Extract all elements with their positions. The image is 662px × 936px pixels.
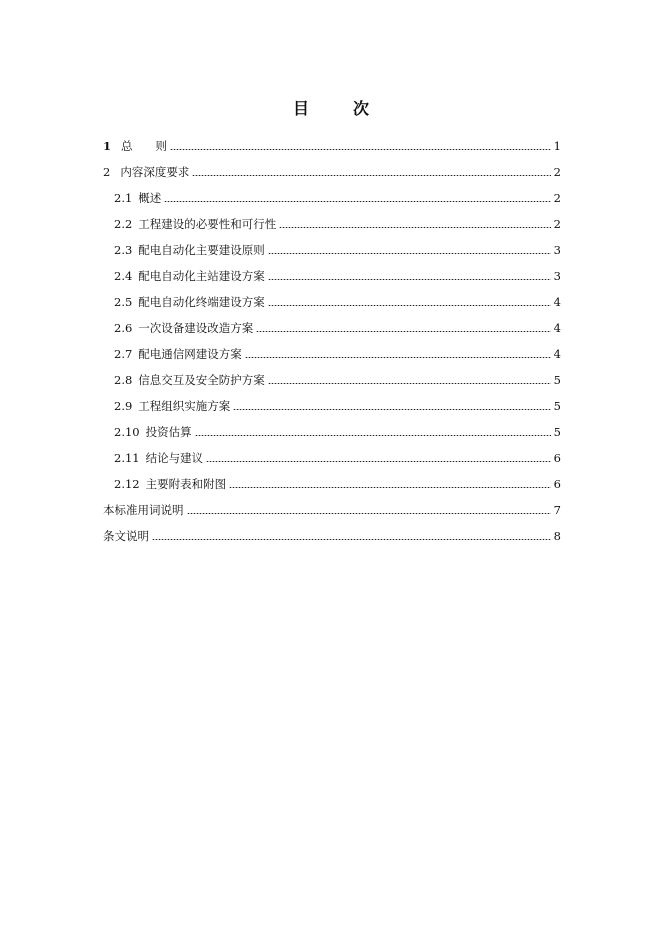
toc-entry-page: 4 [553, 347, 561, 361]
dot-leader [195, 435, 551, 436]
toc-entry-page: 5 [553, 399, 561, 413]
dot-leader [152, 539, 551, 540]
toc-entry-number: 2.11 [114, 451, 140, 465]
toc-entry-number: 2.5 [114, 295, 133, 309]
toc-entry-page: 2 [553, 217, 561, 231]
toc-entry-number: 2.8 [114, 373, 133, 387]
toc-entry[interactable] [114, 268, 561, 284]
toc-entry-page: 6 [553, 477, 561, 491]
toc-entry-title: 配电通信网建设方案 [138, 347, 242, 361]
dot-leader [192, 175, 550, 176]
toc-entry-title: 一次设备建设改造方案 [138, 321, 254, 335]
toc-entry[interactable] [103, 502, 561, 518]
toc-entry-page: 2 [553, 191, 561, 205]
toc-entry-page: 1 [553, 139, 561, 153]
toc-entry-page: 5 [553, 425, 561, 439]
toc-entry-title: 投资估算 [145, 425, 192, 439]
toc-entry-page: 6 [553, 451, 561, 465]
toc-entry-title: 条文说明 [103, 529, 149, 543]
dot-leader [268, 383, 551, 384]
toc-entry-page: 3 [553, 269, 561, 283]
toc-entry-number: 2.4 [114, 269, 133, 283]
toc-entry-number: 2 [103, 165, 111, 179]
dot-leader [256, 331, 550, 332]
toc-entry-number: 2.2 [114, 217, 133, 231]
toc-entry-page: 3 [553, 243, 561, 257]
toc-entry[interactable] [103, 138, 561, 154]
toc-entry-number: 2.1 [114, 191, 133, 205]
toc-entry-number: 2.7 [114, 347, 133, 361]
toc-entry-page: 8 [553, 529, 561, 543]
toc-entry[interactable] [114, 294, 561, 310]
toc-title: 目 次 [292, 99, 383, 118]
dot-leader [170, 149, 551, 150]
toc-entry-title: 配电自动化主站建设方案 [138, 269, 265, 283]
toc-entry[interactable] [114, 320, 561, 336]
toc-entry-page: 4 [553, 295, 561, 309]
toc-entry-title: 配电自动化终端建设方案 [138, 295, 265, 309]
toc-entry-title: 工程组织实施方案 [138, 399, 231, 413]
dot-leader [279, 227, 550, 228]
toc-entry[interactable] [103, 528, 561, 544]
toc-entry-number: 2.6 [114, 321, 133, 335]
toc-entry-page: 5 [553, 373, 561, 387]
toc-entry-number: 2.3 [114, 243, 133, 257]
dot-leader [187, 513, 551, 514]
dot-leader [229, 487, 551, 488]
toc-entry[interactable] [114, 424, 561, 440]
toc-entry-title: 工程建设的必要性和可行性 [138, 217, 277, 231]
toc-entry-number: 2.10 [114, 425, 140, 439]
toc-entry-title: 内容深度要求 [120, 165, 190, 179]
toc-entry-number: 2.9 [114, 399, 133, 413]
dot-leader [268, 253, 551, 254]
dot-leader [164, 201, 550, 202]
dot-leader [268, 279, 551, 280]
toc-entry[interactable] [114, 190, 561, 206]
dot-leader [245, 357, 551, 358]
dot-leader [206, 461, 551, 462]
toc-entry-title: 总 则 [121, 139, 168, 153]
toc-entry-title: 概述 [138, 191, 162, 205]
toc-entry-title: 主要附表和附图 [145, 477, 227, 491]
toc-entry[interactable] [114, 242, 561, 258]
toc-entry-title: 结论与建议 [145, 451, 204, 465]
toc-entry-title: 本标准用词说明 [103, 503, 184, 517]
toc-entry[interactable] [114, 476, 561, 492]
toc-entry-title: 信息交互及安全防护方案 [138, 373, 265, 387]
toc-entry[interactable] [103, 164, 561, 180]
toc-entry[interactable] [114, 398, 561, 414]
toc-entry-number: 1 [103, 139, 112, 153]
toc-entry[interactable] [114, 372, 561, 388]
toc-entry-page: 4 [553, 321, 561, 335]
toc-entry[interactable] [114, 346, 561, 362]
dot-leader [233, 409, 550, 410]
toc-entry-title: 配电自动化主要建设原则 [138, 243, 265, 257]
toc-entry[interactable] [114, 450, 561, 466]
toc-entry-page: 2 [553, 165, 561, 179]
toc-entry[interactable] [114, 216, 561, 232]
dot-leader [268, 305, 551, 306]
toc-entry-page: 7 [553, 503, 561, 517]
toc-entry-number: 2.12 [114, 477, 140, 491]
